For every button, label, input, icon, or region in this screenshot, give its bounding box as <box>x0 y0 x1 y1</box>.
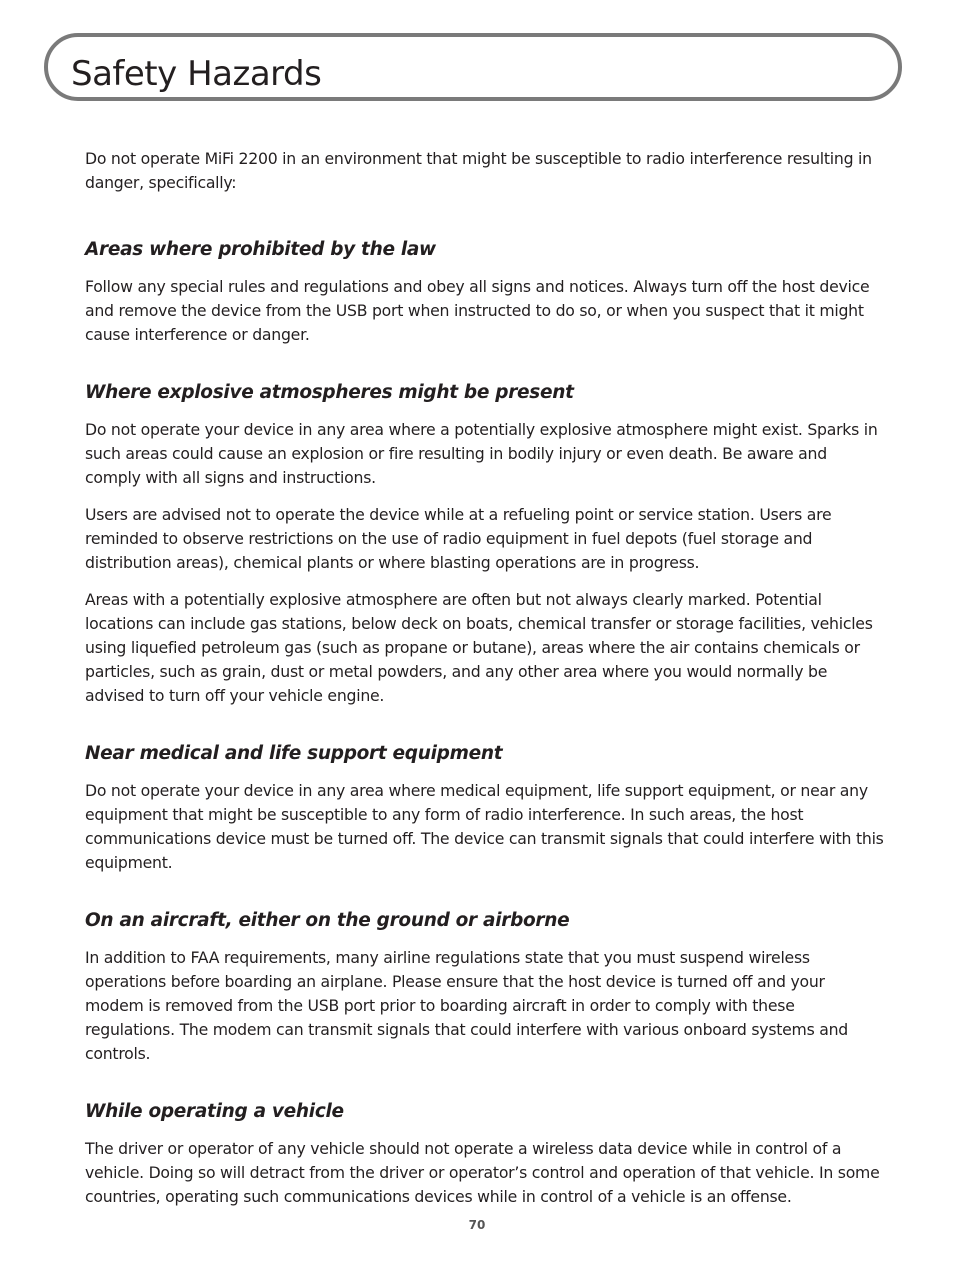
section-paragraph: Users are advised not to operate the device while at a refueling point or service station. Users are reminded to observe restrictions on the use of radio equipment in fuel depots (fuel storage and distribution areas), chemical plants or where blasting operations are in progress. <box>85 505 832 572</box>
section-heading: On an aircraft, either on the ground or airborne <box>85 910 570 931</box>
page-title: Safety Hazards <box>71 54 322 94</box>
section-aircraft <box>85 908 885 1066</box>
section-paragraph: In addition to FAA requirements, many airline regulations state that you must suspend wireless operations before boarding an airplane. Please ensure that the host device is turned off and your modem is removed from the USB port prior to boarding aircraft in order to comply with these regulations. The modem can transmit signals that could interfere with various onboard systems and controls. <box>85 948 849 1063</box>
section-heading: While operating a vehicle <box>85 1101 344 1122</box>
section-paragraph: Follow any special rules and regulations and obey all signs and notices. Always turn off the host device and remove the device from the USB port when instructed to do so, or when you suspect that it might cause interference or danger. <box>85 277 870 344</box>
section-explosive-atmospheres <box>85 380 885 708</box>
section-heading: Near medical and life support equipment <box>85 743 503 764</box>
section-vehicle <box>85 1099 885 1209</box>
section-paragraph: The driver or operator of any vehicle should not operate a wireless data device while in control of a vehicle. Doing so will detract from the driver or operator’s control and operation of that vehicle. In some countries, operating such communications devices while in control of a vehicle is an offense. <box>85 1139 880 1206</box>
section-paragraph: Do not operate your device in any area where medical equipment, life support equipment, or near any equipment that might be susceptible to any form of radio interference. In such areas, the host communications device must be turned off. The device can transmit signals that could interfere with this equipment. <box>85 781 884 872</box>
section-paragraph: Do not operate your device in any area where a potentially explosive atmosphere might exist. Sparks in such areas could cause an explosion or fire resulting in bodily injury or even death. Be aware and comply with all signs and instructions. <box>85 420 878 487</box>
section-heading: Where explosive atmospheres might be present <box>85 382 574 403</box>
section-medical-equipment <box>85 741 885 875</box>
section-heading: Areas where prohibited by the law <box>85 239 436 260</box>
section-paragraph: Areas with a potentially explosive atmosphere are often but not always clearly marked. Potential locations can include gas stations, below deck on boats, chemical transfer or storage facilities, vehicles using liquefied petroleum gas (such as propane or butane), areas where the air contains chemicals or particles, such as grain, dust or metal powders, and any other area where you would normally be advised to turn off your vehicle engine. <box>85 590 873 705</box>
document-body <box>85 147 885 1242</box>
section-prohibited-by-law <box>85 237 885 347</box>
page-number: 70 <box>468 1218 486 1232</box>
intro-paragraph: Do not operate MiFi 2200 in an environment that might be susceptible to radio interference resulting in danger, specifically: <box>85 149 872 192</box>
